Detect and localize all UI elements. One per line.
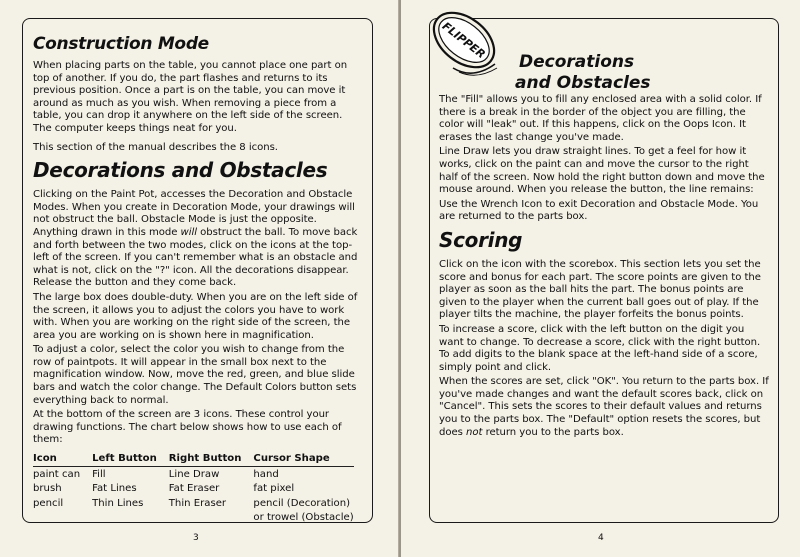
table-cell: Thin Eraser <box>168 497 227 509</box>
table-cell: brush <box>33 483 62 495</box>
logo-text: FLIPPER <box>439 19 488 62</box>
table-header-row <box>33 453 354 467</box>
icon-functions-table <box>33 453 354 525</box>
table-cell: Thin Lines <box>92 497 144 509</box>
heading-scoring: Scoring <box>439 227 523 252</box>
header-cursor-shape: Cursor Shape <box>253 453 353 467</box>
table-row <box>33 481 354 495</box>
heading-line-obstacles: and Obstacles <box>515 73 651 93</box>
wrench-paragraph: Use the Wrench Icon to exit Decoration and Obstacle Mode. You are returned to the parts box. <box>439 198 759 223</box>
table-cell: or trowel (Obstacle) <box>253 512 354 524</box>
paint-pot-emphasis: will <box>180 226 197 238</box>
ok-cancel-emphasis: not <box>466 426 483 438</box>
table-cell: Fat Lines <box>92 483 137 495</box>
table-cell: pencil (Decoration) <box>253 497 351 509</box>
table-cell: pencil <box>33 497 64 509</box>
icons-intro-paragraph: This section of the manual describes the 8 icons. <box>33 141 278 153</box>
right-page-heading <box>515 52 651 94</box>
ok-cancel-text-a: When the scores are set, click "OK". You return to the parts box. If you've made changes and want the default scores back, click on "Cancel". This sets the scores to their default values and returns you to the parts box. The "Default" option resets the scores, but does <box>439 376 769 438</box>
paint-pot-paragraph <box>33 189 363 290</box>
header-icon: Icon <box>33 453 92 467</box>
heading-line-decorations: Decorations <box>519 52 635 72</box>
paint-pot-text-a: Clicking on the Paint Pot, accesses the Decoration and Obstacle Modes. When you create in Decoration Mode, your drawings will not obstruct the ball. Obstacle Mode is just the opposite. Anything drawn in this mode <box>33 189 355 238</box>
large-box-paragraph: The large box does double-duty. When you are on the left side of the screen, it allows you to adjust the colors you have to work with. When you are working on the right side of the screen, the area you are working on is shown here in magnification. <box>33 291 358 341</box>
header-right-button: Right Button <box>169 453 254 467</box>
bottom-icons-paragraph: At the bottom of the screen are 3 icons. These control your drawing functions. The chart below shows how to use each of them: <box>33 409 342 446</box>
heading-construction-mode: Construction Mode <box>33 34 209 54</box>
page-number-right: 4 <box>598 533 604 543</box>
table-cell <box>169 510 254 524</box>
scorebox-paragraph: Click on the icon with the scorebox. This section lets you set the score and bonus for each part. The score points are given to the player as soon as the ball hits the part. The bonus points are given to the player when the current ball goes out of play. If the player tilts the machine, the player forfeits the bonus points. <box>439 258 761 321</box>
right-page-content <box>439 94 769 441</box>
construction-paragraph: When placing parts on the table, you cannot place one part on top of another. If you do, the part flashes and returns to its previous position. Once a part is on the table, you can move it around as much as you wish. When removing a piece from a table, you can drop it anywhere on the left side of the screen. The computer keeps things neat for you. <box>33 60 348 134</box>
table-cell: Line Draw <box>168 469 220 481</box>
table-row <box>33 496 354 510</box>
paint-pot-text-b: obstruct the ball. To move back and forth between the two modes, click on the icons at the top-left of the screen. If you can't remember what is an obstacle and what is not, click on the "?" icon. All the decorations disappear. Release the button and they come back. <box>33 226 358 289</box>
table-cell: fat pixel <box>253 483 295 495</box>
increase-score-paragraph: To increase a score, click with the left button on the digit you want to change. To decrease a score, click with the right button. To add digits to the blank space at the left-hand side of a score, simply point and click. <box>439 323 761 373</box>
table-cell <box>92 510 169 524</box>
right-page <box>401 0 800 557</box>
table-cell <box>33 510 92 524</box>
flipper-logo <box>423 6 505 80</box>
heading-decorations-obstacles: Decorations and Obstacles <box>33 158 328 183</box>
table-row <box>33 510 354 524</box>
table-cell: hand <box>253 469 279 481</box>
header-left-button: Left Button <box>92 453 169 467</box>
line-draw-paragraph: Line Draw lets you draw straight lines. To get a feel for how it works, click on the paint can and move the cursor to the right half of the screen. Now hold the right button down and move the mouse around. When you release the button, the line remains: <box>439 146 765 196</box>
table-cell: paint can <box>33 469 81 481</box>
left-page-content <box>33 26 363 525</box>
table-cell: Fat Eraser <box>168 483 220 495</box>
table-cell: Fill <box>92 469 106 481</box>
adjust-color-paragraph: To adjust a color, select the color you wish to change from the row of paintpots. It will appear in the small box next to the magnification window. Now, move the red, green, and blue slide bars and watch the color change. The Default Colors button sets everything back to normal. <box>33 344 357 406</box>
fill-paragraph: The "Fill" allows you to fill any enclosed area with a solid color. If there is a break in the border of the object you are filling, the color will "leak" out. If this happens, click on the Oops Icon. It erases the last change you've made. <box>439 94 762 143</box>
ok-cancel-paragraph <box>439 376 769 439</box>
table-row <box>33 467 354 482</box>
page-number-left: 3 <box>193 533 199 543</box>
ok-cancel-text-b: return you to the parts box. <box>482 426 624 438</box>
left-page <box>0 0 399 557</box>
